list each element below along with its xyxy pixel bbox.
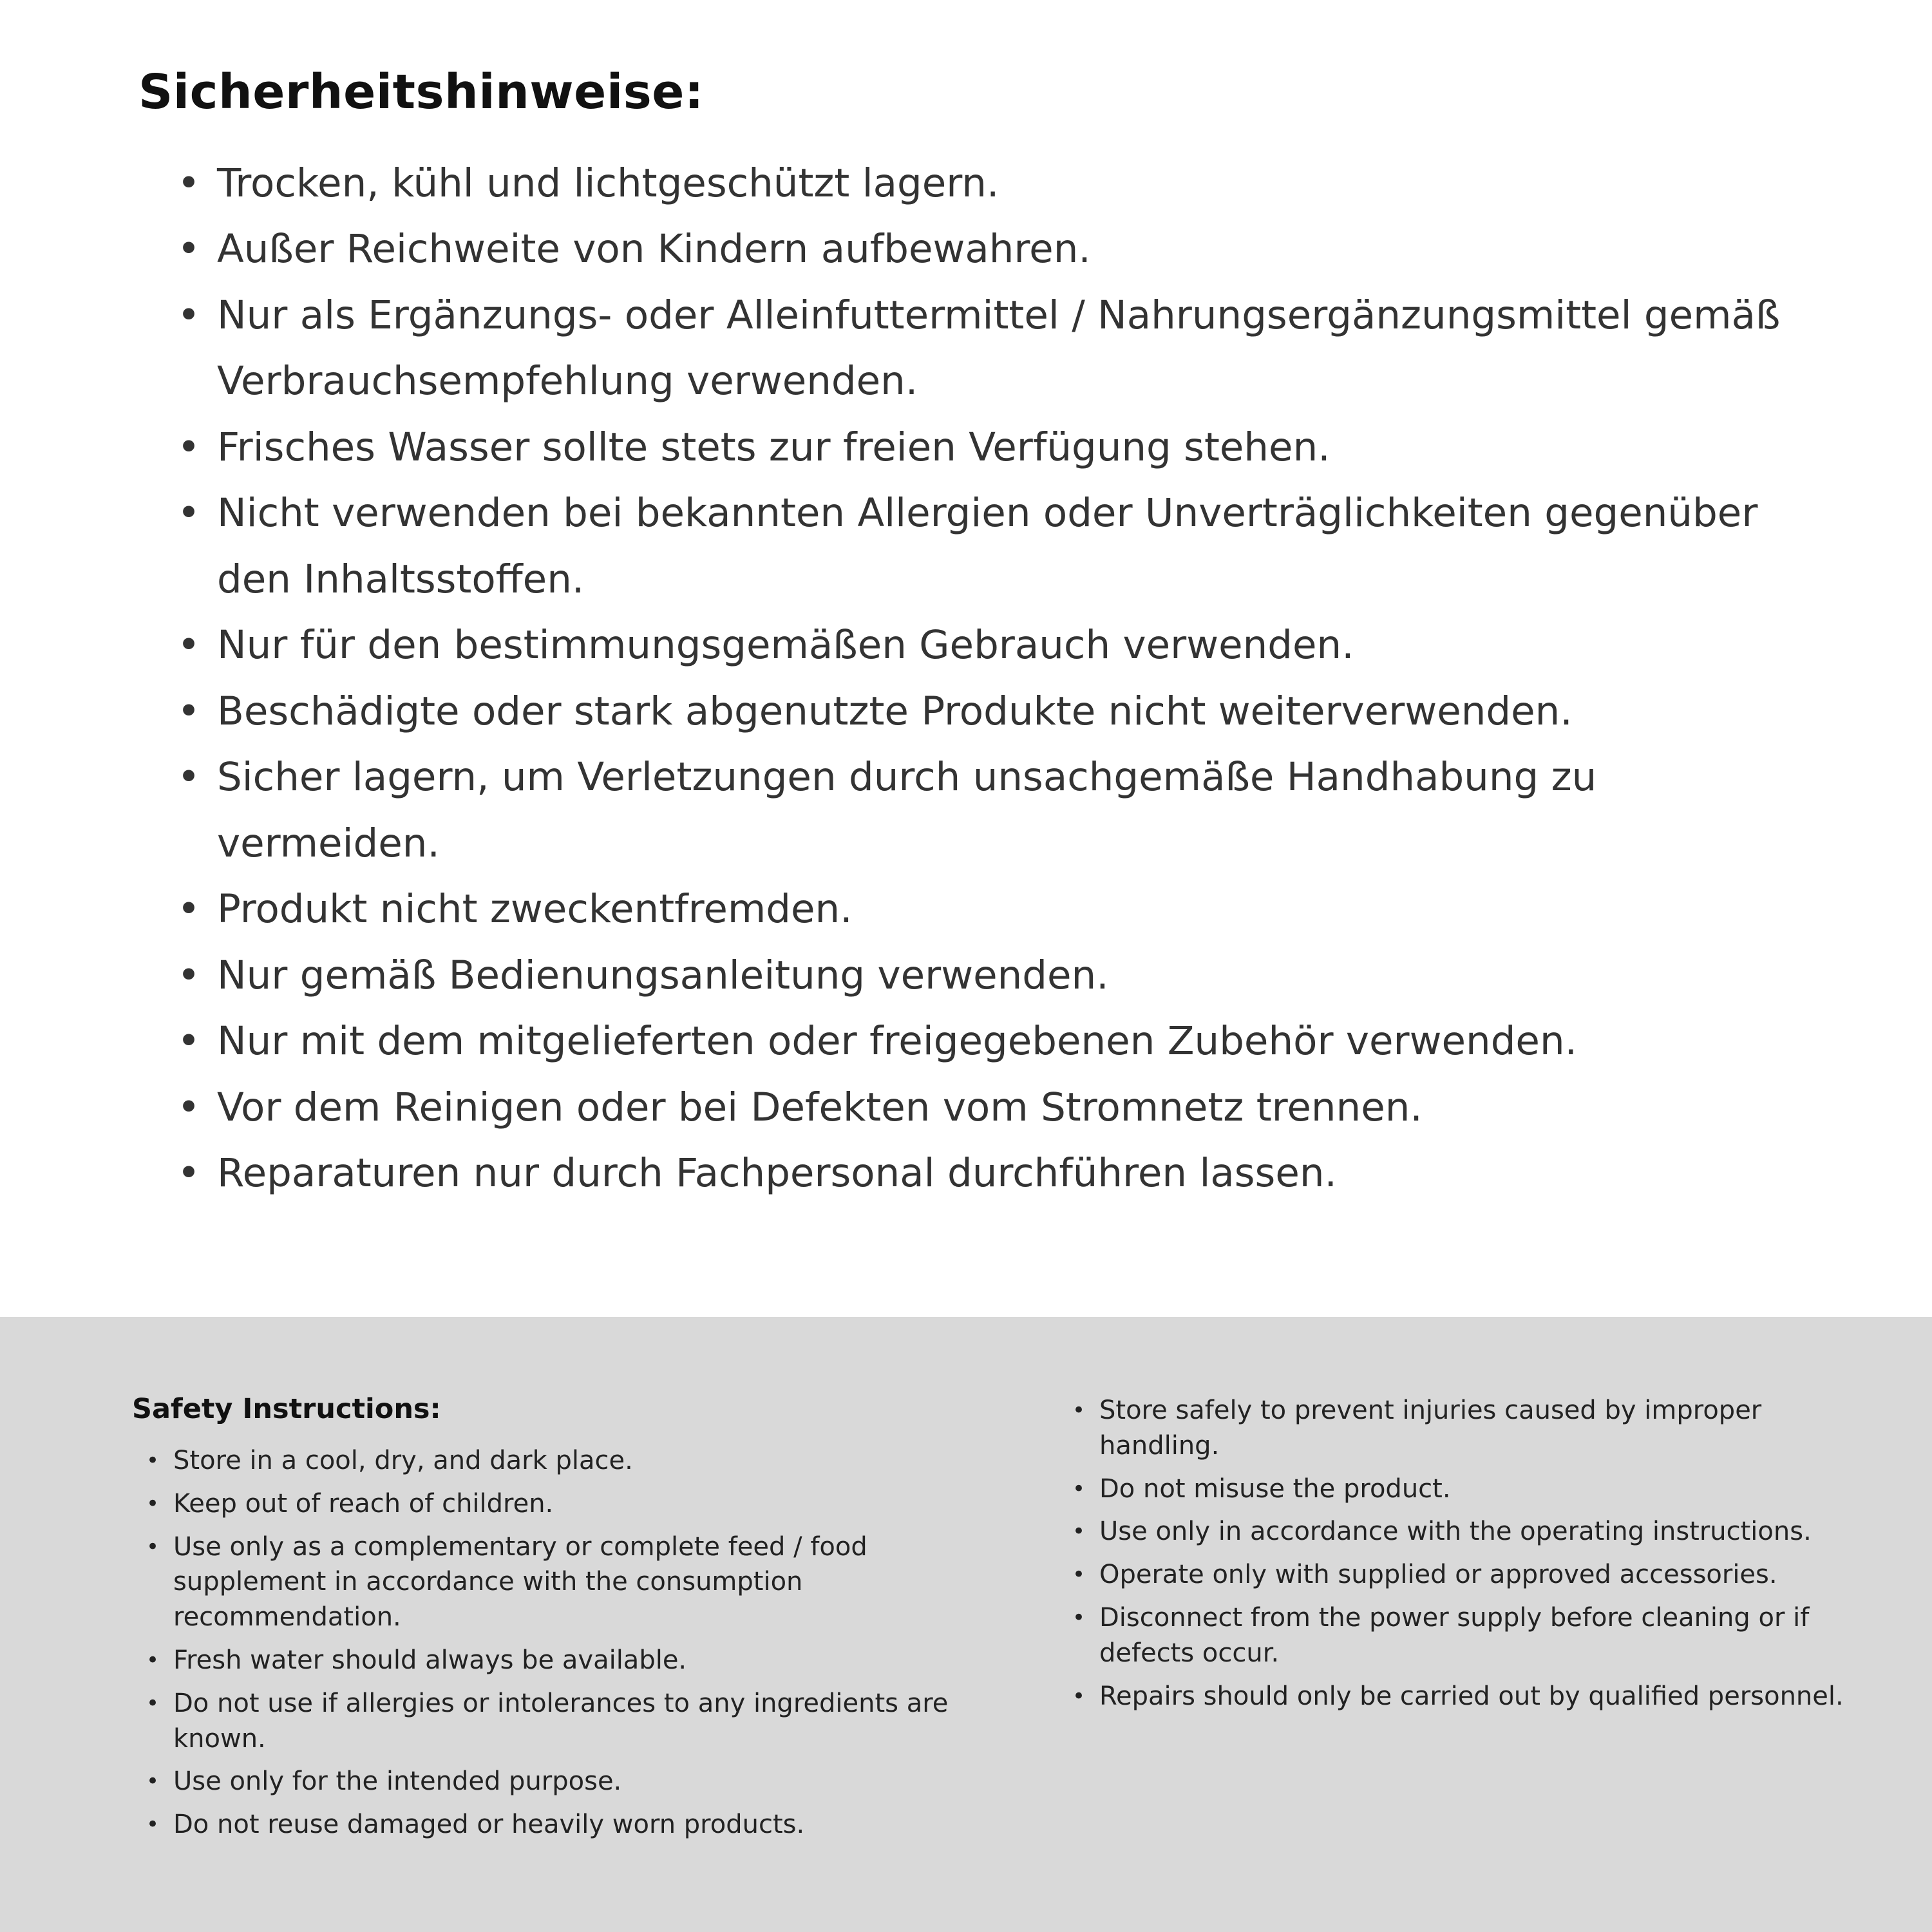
- list-item: • Sicher lagern, um Verletzungen durch unsachgemäße Handhabung zu vermeiden.: [177, 744, 1829, 876]
- english-bullet-list-left: [132, 1443, 985, 1842]
- english-column-right: [1072, 1393, 1884, 1932]
- german-title: Sicherheitshinweise:: [138, 64, 705, 120]
- list-item: • Repairs should only be carried out by qualified personnel.: [1072, 1679, 1884, 1714]
- list-item: • Nur als Ergänzungs- oder Alleinfuttermittel / Nahrungsergänzungsmittel gemäß Verbrauchsempfehlung verwenden.: [177, 283, 1829, 415]
- list-item: • Frisches Wasser sollte stets zur freien Verfügung stehen.: [177, 415, 1829, 480]
- english-section: [0, 1317, 1932, 1932]
- list-item: • Disconnect from the power supply before cleaning or if defects occur.: [1072, 1600, 1884, 1671]
- list-item: • Do not misuse the product.: [1072, 1472, 1884, 1507]
- list-item: • Keep out of reach of children.: [146, 1486, 985, 1522]
- list-item: • Trocken, kühl und lichtgeschützt lagern.: [177, 151, 1829, 216]
- list-item: • Produkt nicht zweckentfremden.: [177, 876, 1829, 942]
- list-item: • Nur gemäß Bedienungsanleitung verwenden.: [177, 943, 1829, 1009]
- list-item: • Reparaturen nur durch Fachpersonal durchführen lassen.: [177, 1141, 1829, 1206]
- list-item: • Store safely to prevent injuries caused by improper handling.: [1072, 1393, 1884, 1464]
- list-item: • Nicht verwenden bei bekannten Allergien oder Unverträglichkeiten gegenüber den Inhaltsstoffen.: [177, 480, 1829, 612]
- list-item: • Vor dem Reinigen oder bei Defekten vom Stromnetz trennen.: [177, 1075, 1829, 1141]
- english-title: Safety Instructions:: [132, 1393, 441, 1425]
- list-item: • Use only as a complementary or complete feed / food supplement in accordance with the consumption recommendation.: [146, 1530, 985, 1635]
- list-item: • Beschädigte oder stark abgenutzte Produkte nicht weiterverwenden.: [177, 679, 1829, 744]
- english-column-left: [132, 1393, 985, 1932]
- list-item: • Do not reuse damaged or heavily worn products.: [146, 1807, 985, 1842]
- list-item: • Use only for the intended purpose.: [146, 1764, 985, 1799]
- list-item: • Fresh water should always be available.: [146, 1643, 985, 1678]
- list-item: • Nur mit dem mitgelieferten oder freigegebenen Zubehör verwenden.: [177, 1009, 1829, 1074]
- list-item: • Operate only with supplied or approved accessories.: [1072, 1557, 1884, 1593]
- list-item: • Nur für den bestimmungsgemäßen Gebrauch verwenden.: [177, 612, 1829, 678]
- list-item: • Do not use if allergies or intolerances to any ingredients are known.: [146, 1686, 985, 1757]
- list-item: • Use only in accordance with the operating instructions.: [1072, 1514, 1884, 1549]
- english-bullet-list-right: [1072, 1393, 1884, 1714]
- list-item: • Außer Reichweite von Kindern aufbewahren.: [177, 216, 1829, 282]
- german-bullet-list: [138, 151, 1829, 1207]
- list-item: • Store in a cool, dry, and dark place.: [146, 1443, 985, 1479]
